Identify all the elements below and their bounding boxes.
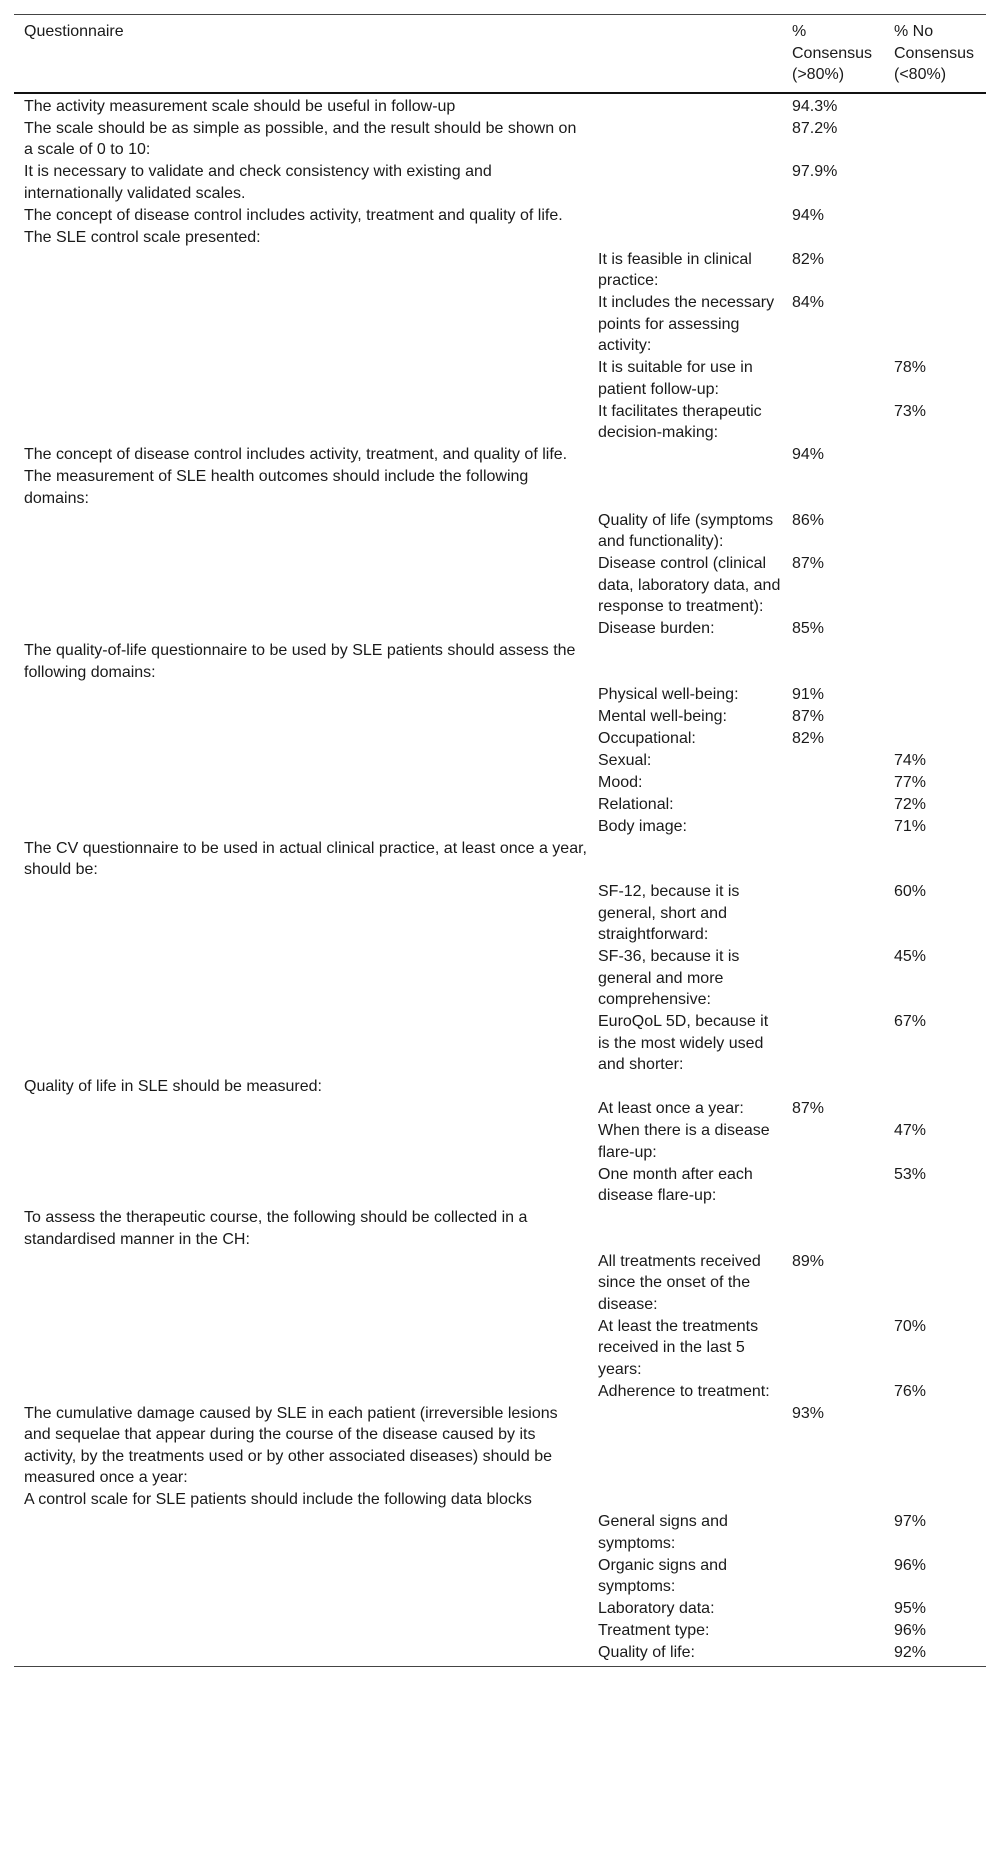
table-row xyxy=(14,118,986,162)
table-row xyxy=(14,227,986,249)
no-consensus-cell xyxy=(884,161,986,205)
subitem-cell: Relational: xyxy=(598,795,674,813)
consensus-cell xyxy=(782,772,884,794)
table-row xyxy=(14,816,986,838)
no-consensus-cell xyxy=(884,292,986,357)
no-consensus-cell xyxy=(884,1489,986,1511)
table-row xyxy=(14,1164,986,1208)
table-row xyxy=(14,553,986,618)
consensus-cell: 87.2% xyxy=(792,119,838,137)
no-consensus-cell: 71% xyxy=(894,817,927,835)
no-consensus-cell xyxy=(884,640,986,684)
question-cell: To assess the therapeutic course, the following should be collected in a standardised manner in the CH: xyxy=(24,1209,528,1248)
table-row xyxy=(14,161,986,205)
consensus-cell: 94% xyxy=(792,206,825,224)
question-cell xyxy=(14,706,588,728)
subitem-cell: Mood: xyxy=(598,773,643,791)
table-row xyxy=(14,1511,986,1555)
consensus-cell xyxy=(782,1555,884,1599)
subitem-cell: All treatments received since the onset of the disease: xyxy=(598,1252,761,1313)
table-row xyxy=(14,728,986,750)
question-cell: The concept of disease control includes activity, treatment and quality of life. xyxy=(24,206,563,224)
subitem-cell: EuroQoL 5D, because it is the most widely used and shorter: xyxy=(598,1013,769,1073)
subitem-cell: Organic signs and symptoms: xyxy=(598,1556,727,1595)
table-row xyxy=(14,946,986,1011)
table-row xyxy=(14,1381,986,1403)
consensus-cell xyxy=(782,357,884,401)
table-row xyxy=(14,1598,986,1620)
header-no-consensus: % No Consensus (<80%) xyxy=(894,23,975,83)
subitem-cell xyxy=(588,161,782,205)
consensus-cell: 87% xyxy=(792,555,825,572)
no-consensus-cell xyxy=(884,1403,986,1490)
question-cell xyxy=(14,618,588,640)
consensus-cell: 84% xyxy=(792,294,825,311)
consensus-cell xyxy=(782,1598,884,1620)
consensus-cell xyxy=(782,1120,884,1164)
subitem-cell: It facilitates therapeutic decision-making: xyxy=(598,402,762,441)
no-consensus-cell: 70% xyxy=(894,1317,927,1335)
consensus-cell xyxy=(782,1011,884,1076)
table-row xyxy=(14,466,986,510)
table-row xyxy=(14,444,986,466)
table-row xyxy=(14,1489,986,1511)
table-row xyxy=(14,1011,986,1076)
consensus-cell xyxy=(782,1316,884,1381)
question-cell xyxy=(14,816,588,838)
subitem-cell: Quality of life (symptoms and functionality): xyxy=(598,511,774,550)
question-cell: The concept of disease control includes activity, treatment, and quality of life. xyxy=(24,446,568,463)
subitem-cell: It is feasible in clinical practice: xyxy=(598,250,752,289)
table-body xyxy=(14,93,986,1667)
header-questionnaire: Questionnaire xyxy=(24,23,124,40)
subitem-cell xyxy=(588,93,782,118)
question-cell: The SLE control scale presented: xyxy=(24,228,261,246)
question-cell xyxy=(14,1011,588,1076)
no-consensus-cell xyxy=(884,249,986,293)
question-cell: A control scale for SLE patients should include the following data blocks xyxy=(24,1491,532,1508)
question-cell xyxy=(14,1120,588,1164)
consensus-cell xyxy=(782,401,884,445)
table-row xyxy=(14,1403,986,1490)
subitem-cell xyxy=(588,838,782,882)
consensus-cell: 94% xyxy=(792,446,825,463)
no-consensus-cell xyxy=(884,444,986,466)
question-cell xyxy=(14,794,588,816)
no-consensus-cell: 53% xyxy=(894,1165,927,1183)
question-cell xyxy=(14,1381,588,1403)
subitem-cell: Disease control (clinical data, laboratory data, and response to treatment): xyxy=(598,555,781,615)
question-cell xyxy=(14,1098,588,1120)
no-consensus-cell: 97% xyxy=(894,1513,927,1530)
table-row xyxy=(14,838,986,882)
consensus-cell: 89% xyxy=(792,1252,825,1270)
subitem-cell xyxy=(588,466,782,510)
question-cell xyxy=(14,772,588,794)
consensus-cell xyxy=(782,838,884,882)
table-row xyxy=(14,1120,986,1164)
consensus-cell: 94.3% xyxy=(792,97,838,115)
question-cell xyxy=(14,1511,588,1555)
question-cell xyxy=(14,249,588,293)
subitem-cell: Disease burden: xyxy=(598,620,715,637)
table-row xyxy=(14,618,986,640)
table-row xyxy=(14,1620,986,1642)
header-consensus: % Consensus (>80%) xyxy=(792,23,873,83)
question-cell xyxy=(14,553,588,618)
table-row xyxy=(14,292,986,357)
no-consensus-cell: 95% xyxy=(894,1600,927,1617)
question-cell: The cumulative damage caused by SLE in each patient (irreversible lesions and sequelae that appear during the course of the disease caused by its activity, by the treatments used or by other associated diseases) should be measured once a year: xyxy=(24,1404,558,1486)
table-row xyxy=(14,881,986,946)
consensus-cell: 87% xyxy=(792,1100,825,1117)
subitem-cell xyxy=(588,118,782,162)
consensus-cell xyxy=(782,466,884,510)
subitem-cell: Quality of life: xyxy=(598,1644,695,1661)
question-cell xyxy=(14,750,588,772)
table-row xyxy=(14,640,986,684)
subitem-cell: At least once a year: xyxy=(598,1100,744,1117)
no-consensus-cell: 73% xyxy=(894,402,927,420)
table-row xyxy=(14,1207,986,1251)
no-consensus-cell xyxy=(884,684,986,706)
subitem-cell: It includes the necessary points for assessing activity: xyxy=(598,294,775,354)
question-cell xyxy=(14,684,588,706)
subitem-cell xyxy=(588,1076,782,1098)
consensus-cell: 91% xyxy=(792,685,825,703)
table-row xyxy=(14,750,986,772)
table-row xyxy=(14,357,986,401)
no-consensus-cell xyxy=(884,466,986,510)
consensus-cell xyxy=(782,1207,884,1251)
consensus-cell xyxy=(782,1381,884,1403)
subitem-cell: General signs and symptoms: xyxy=(598,1513,728,1552)
table-row xyxy=(14,205,986,227)
no-consensus-cell: 74% xyxy=(894,751,927,769)
subitem-cell: SF-12, because it is general, short and straightforward: xyxy=(598,883,740,943)
no-consensus-cell xyxy=(884,1251,986,1316)
consensus-cell: 97.9% xyxy=(792,163,838,180)
subitem-cell: Treatment type: xyxy=(598,1622,710,1639)
table-row xyxy=(14,93,986,118)
table-row xyxy=(14,1076,986,1098)
consensus-cell: 93% xyxy=(792,1404,825,1422)
no-consensus-cell xyxy=(884,227,986,249)
consensus-cell: 86% xyxy=(792,511,825,529)
consensus-cell xyxy=(782,1511,884,1555)
no-consensus-cell xyxy=(884,205,986,227)
consensus-cell: 85% xyxy=(792,620,825,637)
table-row xyxy=(14,794,986,816)
no-consensus-cell: 60% xyxy=(894,883,927,900)
question-cell xyxy=(14,1555,588,1599)
subitem-cell: Sexual: xyxy=(598,751,652,769)
subitem-cell: At least the treatments received in the last 5 years: xyxy=(598,1317,759,1378)
question-cell xyxy=(14,1642,588,1666)
no-consensus-cell: 96% xyxy=(894,1622,927,1639)
consensus-cell: 82% xyxy=(792,729,825,747)
table-row xyxy=(14,772,986,794)
consensus-table xyxy=(14,14,986,1667)
subitem-cell xyxy=(588,205,782,227)
subitem-cell xyxy=(588,1489,782,1511)
subitem-cell xyxy=(588,1403,782,1490)
question-cell xyxy=(14,357,588,401)
no-consensus-cell xyxy=(884,510,986,554)
no-consensus-cell: 47% xyxy=(894,1122,927,1139)
subitem-cell: SF-36, because it is general and more comprehensive: xyxy=(598,948,740,1008)
subitem-cell: Adherence to treatment: xyxy=(598,1382,770,1400)
question-cell xyxy=(14,401,588,445)
no-consensus-cell xyxy=(884,93,986,118)
subitem-cell: When there is a disease flare-up: xyxy=(598,1122,770,1161)
consensus-cell xyxy=(782,640,884,684)
subitem-cell: Occupational: xyxy=(598,729,696,747)
table-header xyxy=(14,15,986,93)
question-cell xyxy=(14,510,588,554)
table-row xyxy=(14,1642,986,1666)
header-subitem xyxy=(588,15,782,93)
question-cell: It is necessary to validate and check consistency with existing and internationally validated scales. xyxy=(24,163,492,202)
no-consensus-cell: 77% xyxy=(894,773,927,791)
no-consensus-cell: 67% xyxy=(894,1013,927,1030)
table-row xyxy=(14,510,986,554)
consensus-cell xyxy=(782,1642,884,1666)
consensus-cell: 82% xyxy=(792,250,825,268)
no-consensus-cell: 72% xyxy=(894,795,927,813)
no-consensus-cell xyxy=(884,1076,986,1098)
no-consensus-cell xyxy=(884,1098,986,1120)
no-consensus-cell xyxy=(884,1207,986,1251)
table-row xyxy=(14,1251,986,1316)
subitem-cell xyxy=(588,1207,782,1251)
consensus-cell xyxy=(782,881,884,946)
subitem-cell: Laboratory data: xyxy=(598,1600,715,1617)
question-cell: The CV questionnaire to be used in actual clinical practice, at least once a year, should be: xyxy=(24,839,587,878)
consensus-cell xyxy=(782,1164,884,1208)
no-consensus-cell xyxy=(884,118,986,162)
question-cell: Quality of life in SLE should be measured: xyxy=(24,1078,322,1095)
no-consensus-cell xyxy=(884,553,986,618)
question-cell xyxy=(14,292,588,357)
subitem-cell: It is suitable for use in patient follow-up: xyxy=(598,359,753,398)
no-consensus-cell xyxy=(884,838,986,882)
question-cell xyxy=(14,728,588,750)
consensus-cell: 87% xyxy=(792,707,825,725)
question-cell xyxy=(14,1620,588,1642)
table-row xyxy=(14,1555,986,1599)
subitem-cell: Physical well-being: xyxy=(598,685,739,703)
table-row xyxy=(14,401,986,445)
table-row xyxy=(14,684,986,706)
subitem-cell xyxy=(588,444,782,466)
no-consensus-cell xyxy=(884,728,986,750)
no-consensus-cell: 96% xyxy=(894,1556,927,1574)
header-row xyxy=(14,15,986,93)
consensus-cell xyxy=(782,794,884,816)
subitem-cell: Body image: xyxy=(598,817,687,835)
question-cell: The activity measurement scale should be useful in follow-up xyxy=(24,97,456,115)
consensus-cell xyxy=(782,1076,884,1098)
subitem-cell xyxy=(588,227,782,249)
consensus-cell xyxy=(782,750,884,772)
question-cell: The scale should be as simple as possible, and the result should be shown on a scale of 0 to 10: xyxy=(24,119,577,158)
question-cell xyxy=(14,1316,588,1381)
consensus-cell xyxy=(782,946,884,1011)
subitem-cell: Mental well-being: xyxy=(598,707,727,725)
table-row xyxy=(14,1098,986,1120)
question-cell: The measurement of SLE health outcomes should include the following domains: xyxy=(24,468,529,507)
question-cell xyxy=(14,1164,588,1208)
consensus-cell xyxy=(782,1489,884,1511)
question-cell xyxy=(14,1251,588,1316)
consensus-cell xyxy=(782,816,884,838)
question-cell xyxy=(14,1598,588,1620)
table-row xyxy=(14,249,986,293)
table-row xyxy=(14,1316,986,1381)
table-row xyxy=(14,706,986,728)
question-cell: The quality-of-life questionnaire to be used by SLE patients should assess the following domains: xyxy=(24,642,576,681)
subitem-cell xyxy=(588,640,782,684)
question-cell xyxy=(14,881,588,946)
subitem-cell: One month after each disease flare-up: xyxy=(598,1165,753,1204)
no-consensus-cell xyxy=(884,706,986,728)
consensus-cell xyxy=(782,227,884,249)
no-consensus-cell xyxy=(884,618,986,640)
question-cell xyxy=(14,946,588,1011)
consensus-cell xyxy=(782,1620,884,1642)
no-consensus-cell: 92% xyxy=(894,1644,927,1661)
no-consensus-cell: 76% xyxy=(894,1382,927,1400)
no-consensus-cell: 78% xyxy=(894,359,927,376)
no-consensus-cell: 45% xyxy=(894,948,927,965)
